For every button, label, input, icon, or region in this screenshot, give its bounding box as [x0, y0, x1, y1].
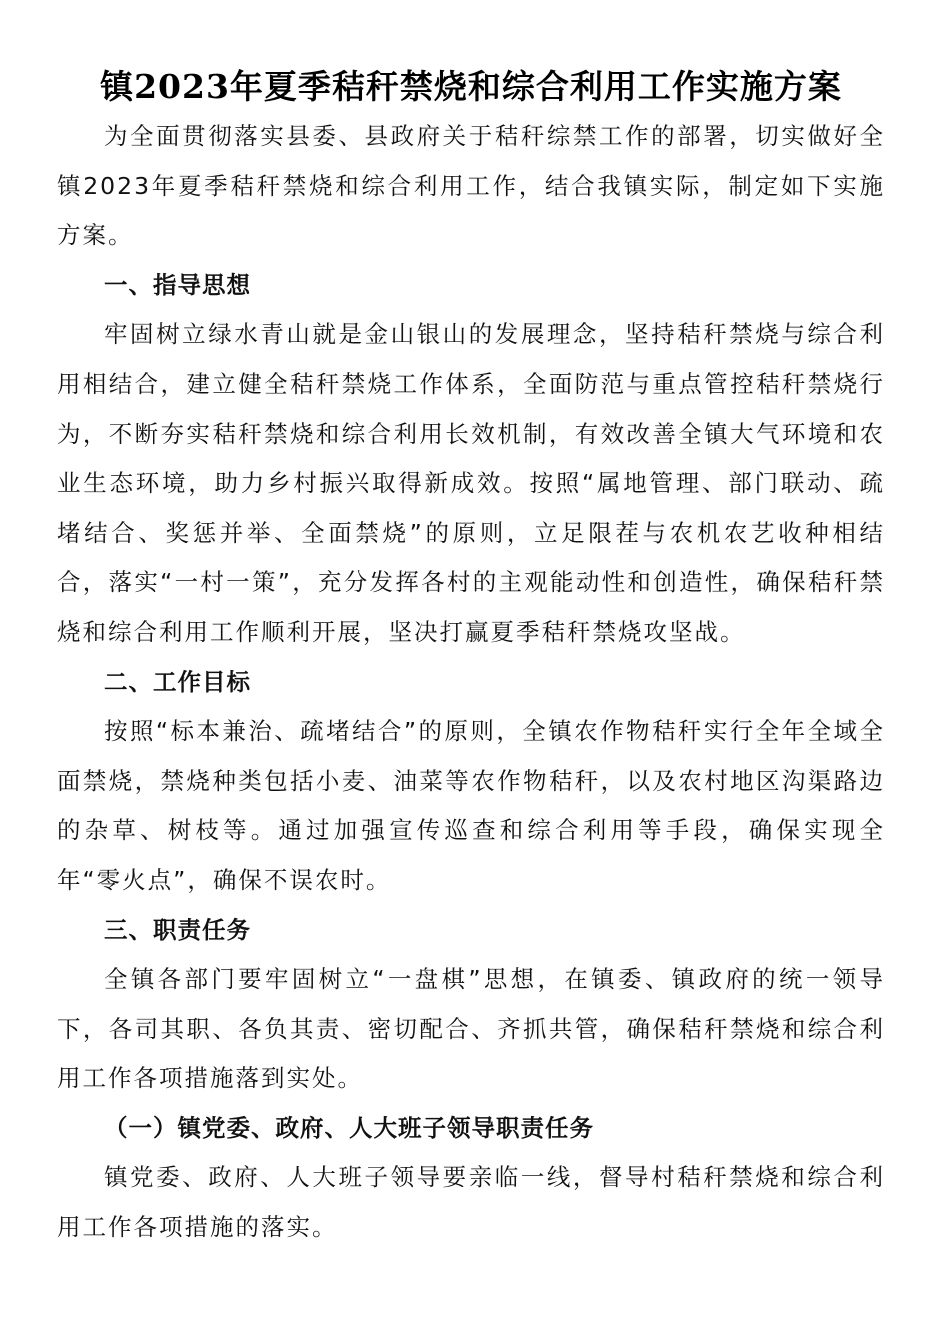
section-body-guiding-ideology: 牢固树立绿水青山就是金山银山的发展理念，坚持秸秆禁烧与综合利用相结合，建立健全秸秆禁烧工作体系，全面防范与重点管控秸秆禁烧行为，不断夯实秸秆禁烧和综合利用长效机制，有效改善全镇大气环境和农业生态环境，助力乡村振兴取得新成效。按照“属地管理、部门联动、疏堵结合、奖惩并举、全面禁烧”的原则，立足限茬与农机农艺收种相结合，落实“一村一策”，充分发挥各村的主观能动性和创造性，确保秸秆禁烧和综合利用工作顺利开展，坚决打赢夏季秸秆禁烧攻坚战。: [57, 320, 885, 646]
section-body-responsibilities: 全镇各部门要牢固树立“一盘棋”思想，在镇委、镇政府的统一领导下，各司其职、各负其责、密切配合、齐抓共管，确保秸秆禁烧和综合利用工作各项措施落到实处。: [57, 965, 885, 1093]
document-page: [57, 62, 885, 1253]
section-heading-guiding-ideology: 一、指导思想: [104, 270, 251, 299]
section-body-work-goals: 按照“标本兼治、疏堵结合”的原则，全镇农作物秸秆实行全年全域全面禁烧，禁烧种类包括小麦、油菜等农作物秸秆，以及农村地区沟渠路边的杂草、树枝等。通过加强宣传巡查和综合利用等手段，确保实现全年“零火点”，确保不误农时。: [57, 717, 885, 894]
intro-paragraph: 为全面贯彻落实县委、县政府关于秸秆综禁工作的部署，切实做好全镇2023年夏季秸秆禁烧和综合利用工作，结合我镇实际，制定如下实施方案。: [57, 122, 885, 250]
section-heading-responsibilities: 三、职责任务: [104, 915, 251, 944]
subsection-body-leadership-duties: 镇党委、政府、人大班子领导要亲临一线，督导村秸秆禁烧和综合利用工作各项措施的落实。: [57, 1163, 885, 1242]
subsection-heading-leadership-duties: （一）镇党委、政府、人大班子领导职责任务: [104, 1113, 594, 1142]
section-heading-work-goals: 二、工作目标: [104, 667, 251, 696]
document-title: 镇2023年夏季秸秆禁烧和综合利用工作实施方案: [100, 67, 842, 106]
